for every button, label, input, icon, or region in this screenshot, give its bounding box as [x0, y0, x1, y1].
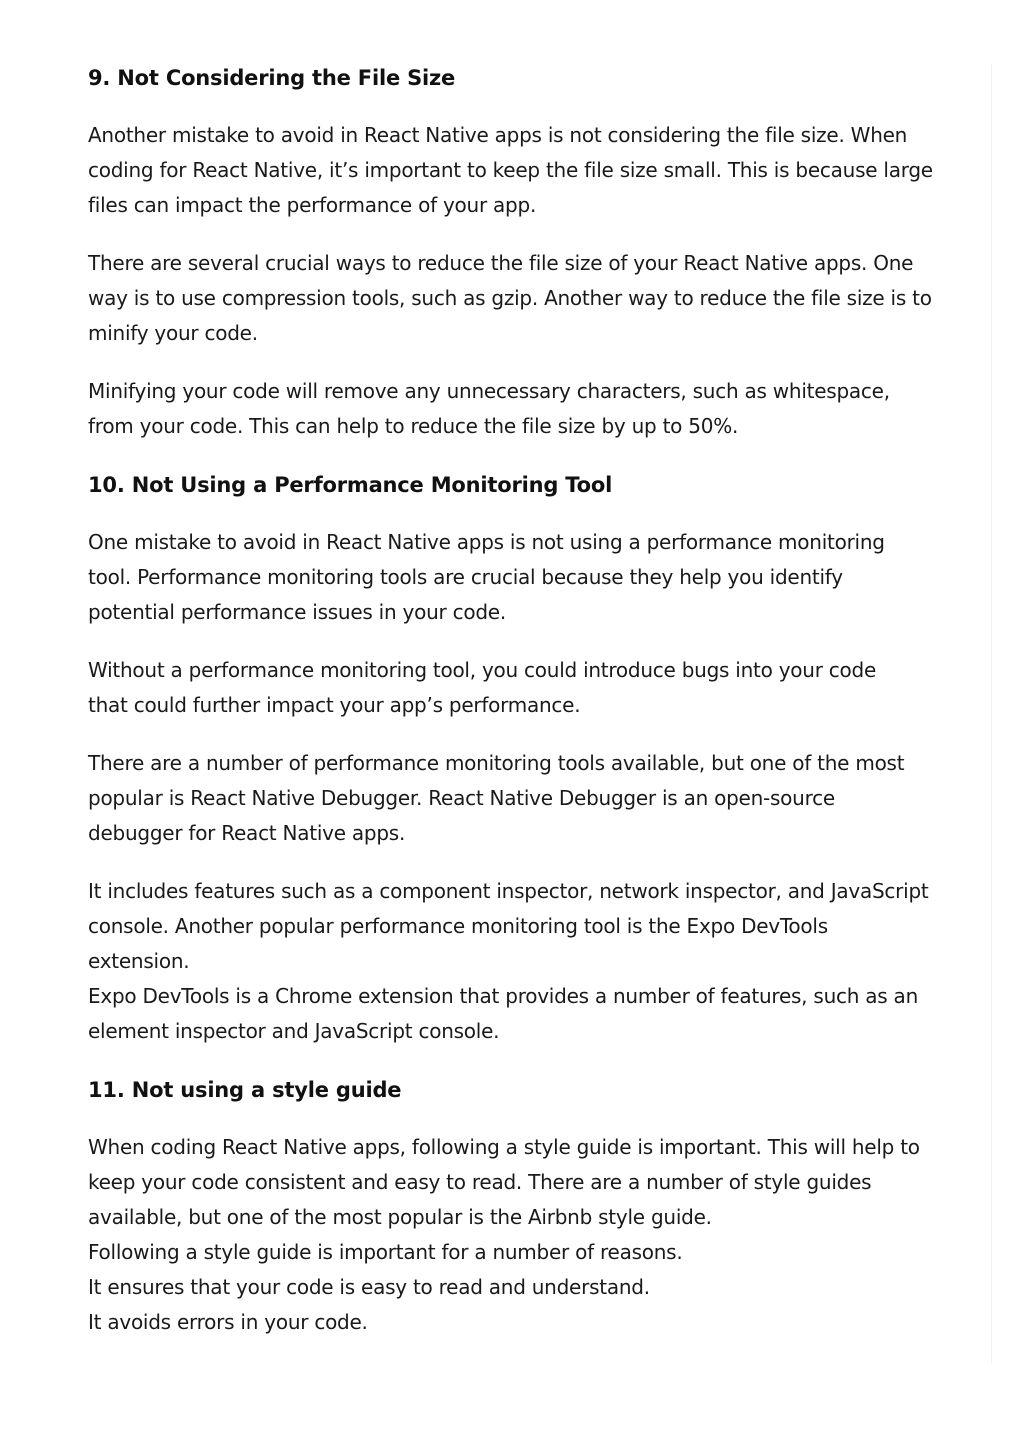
text-line: coding for React Native, it’s important to keep the file size small. This is because large	[88, 158, 933, 182]
text-line: way is to use compression tools, such as gzip. Another way to reduce the file size is to	[88, 286, 932, 310]
text-line: Minifying your code will remove any unnecessary characters, such as whitespace,	[88, 379, 890, 403]
text-line: When coding React Native apps, following a style guide is important. This will help to	[88, 1135, 920, 1159]
paragraph	[88, 746, 972, 851]
text-line: One mistake to avoid in React Native apps is not using a performance monitoring	[88, 530, 885, 554]
section-heading: 11. Not using a style guide	[88, 1078, 402, 1102]
text-line: There are several crucial ways to reduce the file size of your React Native apps. One	[88, 251, 914, 275]
text-line: Without a performance monitoring tool, you could introduce bugs into your code	[88, 658, 877, 682]
paragraph	[88, 653, 972, 723]
text-line: files can impact the performance of your app.	[88, 193, 537, 217]
text-line: There are a number of performance monitoring tools available, but one of the most	[88, 751, 905, 775]
paragraph	[88, 118, 972, 223]
paragraph	[88, 246, 972, 351]
text-line: It ensures that your code is easy to read and understand.	[88, 1275, 650, 1299]
text-line: Expo DevTools is a Chrome extension that provides a number of features, such as an	[88, 984, 918, 1008]
text-line: element inspector and JavaScript console.	[88, 1019, 500, 1043]
text-line: extension.	[88, 949, 190, 973]
text-line: available, but one of the most popular is the Airbnb style guide.	[88, 1205, 712, 1229]
text-line: console. Another popular performance monitoring tool is the Expo DevTools	[88, 914, 828, 938]
text-line: potential performance issues in your code.	[88, 600, 506, 624]
text-line: Following a style guide is important for a number of reasons.	[88, 1240, 683, 1264]
text-line: keep your code consistent and easy to read. There are a number of style guides	[88, 1170, 872, 1194]
paragraph	[88, 374, 972, 444]
text-line: It includes features such as a component inspector, network inspector, and JavaScript	[88, 879, 929, 903]
section-heading: 10. Not Using a Performance Monitoring Tool	[88, 473, 613, 497]
paragraph	[88, 1130, 972, 1340]
text-line: Another mistake to avoid in React Native apps is not considering the file size. When	[88, 123, 908, 147]
paragraph	[88, 525, 972, 630]
text-line: debugger for React Native apps.	[88, 821, 406, 845]
text-line: that could further impact your app’s performance.	[88, 693, 581, 717]
text-line: popular is React Native Debugger. React Native Debugger is an open-source	[88, 786, 835, 810]
text-line: It avoids errors in your code.	[88, 1310, 368, 1334]
section-heading: 9. Not Considering the File Size	[88, 66, 456, 90]
text-line: from your code. This can help to reduce the file size by up to 50%.	[88, 414, 739, 438]
text-line: tool. Performance monitoring tools are crucial because they help you identify	[88, 565, 843, 589]
article-body	[88, 60, 972, 1363]
text-line: minify your code.	[88, 321, 258, 345]
paragraph	[88, 874, 972, 1049]
page-edge-divider	[991, 64, 992, 1364]
